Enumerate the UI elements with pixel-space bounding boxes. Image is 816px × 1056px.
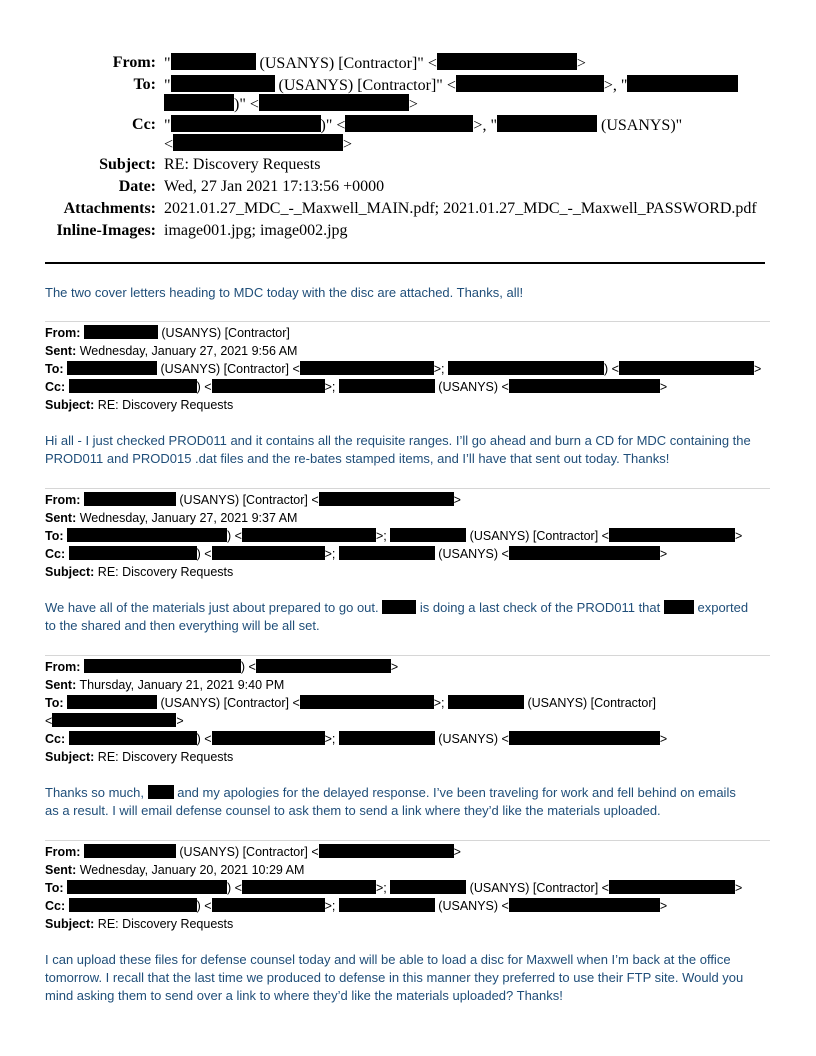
email-cc-line: Cc: ) < >; (USANYS) < > (45, 380, 668, 394)
email-to-line-2: < > (45, 714, 184, 728)
redaction (497, 115, 597, 132)
email-header-4 (45, 843, 775, 933)
email-to-line: To: (USANYS) [Contractor] < >; ) < > (45, 362, 762, 376)
header-subject-label: Subject: (99, 156, 156, 173)
redaction (339, 379, 435, 393)
redaction (84, 325, 158, 339)
redaction (259, 94, 409, 111)
email-subject-line: Subject: RE: Discovery Requests (45, 917, 234, 931)
header-divider (45, 262, 765, 264)
redaction (67, 361, 157, 375)
email-cc-line: Cc: ) < >; (USANYS) < > (45, 732, 668, 746)
email-body-1: Hi all - I just checked PROD011 and it contains all the requisite ranges. I’ll go ahead and burn a CD for MDC containing the PROD011 and PROD015 .dat files and the re-bates stamped items, and I’ll have that sent out today. Thanks! (45, 433, 751, 466)
email-separator (45, 488, 770, 489)
header-date-label: Date: (118, 178, 156, 195)
email-from-line: From: (USANYS) [Contractor] < > (45, 845, 461, 859)
email-from-line: From: ) < > (45, 660, 399, 674)
header-cc-label: Cc: (132, 116, 156, 133)
email-subject-line: Subject: RE: Discovery Requests (45, 750, 234, 764)
redaction (509, 731, 660, 745)
redaction (345, 115, 473, 132)
redaction (339, 731, 435, 745)
redaction (627, 75, 738, 92)
header-date-value: Wed, 27 Jan 2021 17:13:56 +0000 (164, 178, 385, 195)
redaction (69, 379, 197, 393)
header-inline-images-label: Inline-Images: (56, 222, 156, 239)
email-to-line: To: ) < >; (USANYS) [Contractor] < > (45, 529, 743, 543)
redaction (212, 731, 325, 745)
redaction (84, 492, 176, 506)
email-cc-line: Cc: ) < >; (USANYS) < > (45, 547, 668, 561)
redaction (509, 546, 660, 560)
redaction (448, 361, 604, 375)
email-sent-line: Sent: Thursday, January 21, 2021 9:40 PM (45, 678, 285, 692)
email-body-2: We have all of the materials just about prepared to go out. is doing a last check of the PROD011 that exported to the shared and then everything will be all set. (45, 600, 749, 633)
redaction (171, 53, 256, 70)
redaction (300, 695, 434, 709)
email-sent-line: Sent: Wednesday, January 27, 2021 9:37 AM (45, 511, 298, 525)
redaction (319, 492, 454, 506)
redaction (319, 844, 454, 858)
redaction (173, 134, 343, 151)
email-sent-line: Sent: Wednesday, January 27, 2021 9:56 AM (45, 344, 298, 358)
redaction (437, 53, 577, 70)
email-separator (45, 655, 770, 656)
redaction (84, 659, 241, 673)
redaction (664, 600, 694, 614)
redaction (242, 880, 376, 894)
redaction (171, 75, 275, 92)
redaction (390, 880, 466, 894)
redaction (69, 546, 197, 560)
redaction (609, 880, 735, 894)
redaction (67, 880, 227, 894)
header-from-label: From: (112, 54, 156, 71)
lead-message: The two cover letters heading to MDC today with the disc are attached. Thanks, all! (45, 285, 524, 300)
redaction (619, 361, 754, 375)
email-subject-line: Subject: RE: Discovery Requests (45, 565, 234, 579)
header-subject-value: RE: Discovery Requests (164, 156, 321, 173)
email-subject-line: Subject: RE: Discovery Requests (45, 398, 234, 412)
redaction (69, 731, 197, 745)
redaction (256, 659, 391, 673)
header-attachments-value[interactable]: 2021.01.27_MDC_-_Maxwell_MAIN.pdf; 2021.01.27_MDC_-_Maxwell_PASSWORD.pdf (164, 200, 757, 217)
redaction (67, 695, 157, 709)
redaction (300, 361, 434, 375)
email-body-4: I can upload these files for defense counsel today and will be able to load a disc for Maxwell when I’m back at the office tomorrow. I recall that the last time we produced to defense in this manner they preferred to use their FTP site. Would you mind asking them to send over a link to where they’d like the materials uploaded? Thanks! (45, 952, 744, 1003)
redaction (448, 695, 524, 709)
redaction (212, 379, 325, 393)
redaction (339, 898, 435, 912)
email-sent-line: Sent: Wednesday, January 20, 2021 10:29 AM (45, 863, 305, 877)
email-from-line: From: (USANYS) [Contractor] (45, 326, 290, 340)
header-to-label: To: (133, 76, 156, 93)
redaction (456, 75, 604, 92)
redaction (52, 713, 176, 727)
email-cc-line: Cc: ) < >; (USANYS) < > (45, 899, 668, 913)
redaction (212, 898, 325, 912)
redaction (390, 528, 466, 542)
redaction (509, 898, 660, 912)
redaction (69, 898, 197, 912)
redaction (609, 528, 735, 542)
email-header-2 (45, 491, 775, 581)
redaction (509, 379, 660, 393)
email-to-line: To: (USANYS) [Contractor] < >; (USANYS) [Contractor] (45, 696, 656, 710)
header-inline-images-value[interactable]: image001.jpg; image002.jpg (164, 222, 348, 239)
redaction (164, 94, 234, 111)
email-separator (45, 321, 770, 322)
email-header-1 (45, 324, 775, 414)
email-to-line: To: ) < >; (USANYS) [Contractor] < > (45, 881, 743, 895)
email-from-line: From: (USANYS) [Contractor] < > (45, 493, 461, 507)
email-body-3: Thanks so much, and my apologies for the delayed response. I’ve been traveling for work and fell behind on emails as a result. I will email defense counsel to ask them to send a link where they’d like the materials uploaded. (45, 785, 736, 818)
email-separator (45, 840, 770, 841)
redaction (148, 785, 174, 799)
redaction (242, 528, 376, 542)
email-header-3 (45, 658, 775, 766)
redaction (339, 546, 435, 560)
redaction (171, 115, 321, 132)
redaction (67, 528, 227, 542)
header-attachments-label: Attachments: (63, 200, 156, 217)
redaction (382, 600, 416, 614)
redaction (84, 844, 176, 858)
redaction (212, 546, 325, 560)
